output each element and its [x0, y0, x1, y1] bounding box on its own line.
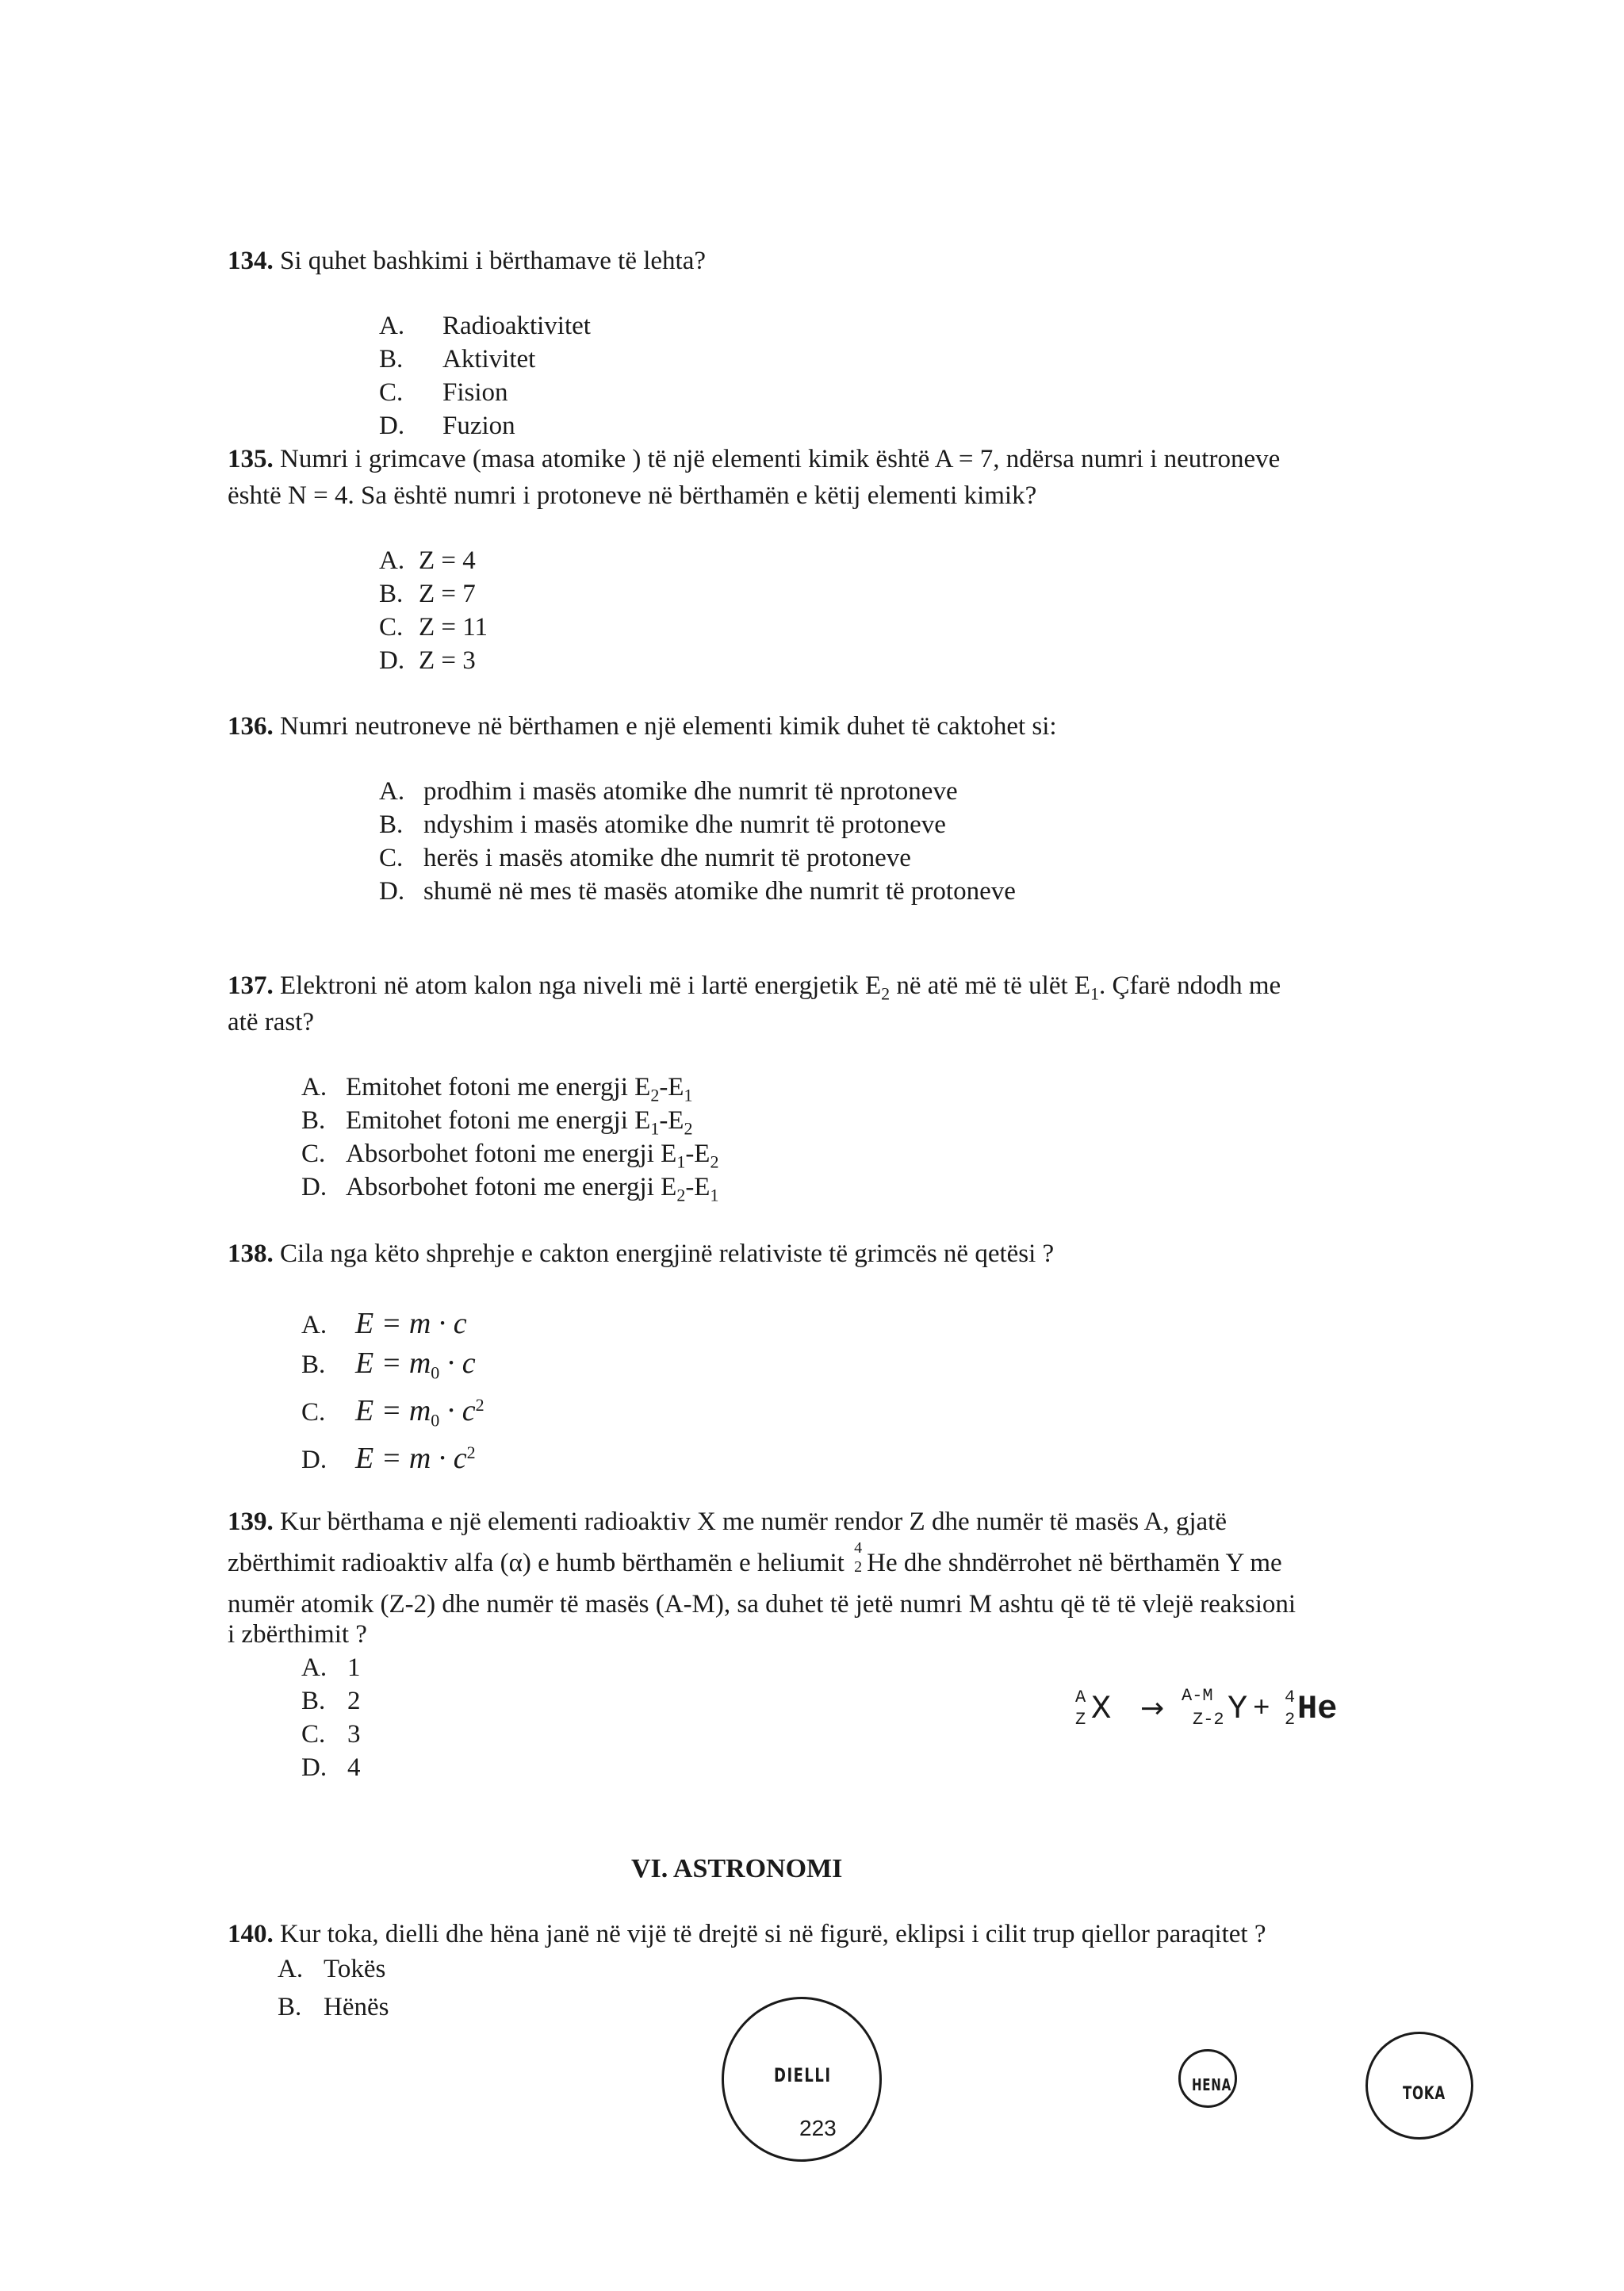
q136-text: Numri neutroneve në bërthamen e një elementi kimik duhet të caktohet si:: [280, 712, 1057, 741]
q137-option-d: D. Absorbohet fotoni me energji $E_2-E_1$: [301, 1173, 719, 1205]
q135-line1: Numri i grimcave (masa atomike ) të një elementi kimik është A = 7, ndërsa numri i neutroneve: [280, 445, 1281, 473]
q135-option-a: A. Z = 4: [379, 546, 476, 575]
q140-number: 140.: [228, 1920, 274, 1948]
q138-number: 138.: [228, 1239, 274, 1268]
q138-stem: [228, 1237, 1054, 1270]
q134-option-c: C. Fision: [379, 378, 508, 407]
q135-option-b: B. Z = 7: [379, 580, 476, 608]
q134-number: 134.: [228, 247, 274, 275]
q139-option-a: A. 1: [301, 1653, 361, 1682]
q139-option-b: B. 2: [301, 1687, 361, 1715]
q138-option-d: D. $E = m \cdot c^2$: [301, 1442, 476, 1475]
q140-text: Kur toka, dielli dhe hëna janë në vijë të drejtë si në figurë, eklipsi i cilit trup qiellor paraqitet ?: [280, 1920, 1266, 1948]
q138-text: Cila nga këto shprehje e cakton energjinë relativiste të grimcës në qetësi ?: [280, 1239, 1055, 1268]
q136-option-d: D. shumë në mes të masës atomike dhe numrit të protoneve: [379, 877, 1016, 906]
q135-number: 135.: [228, 445, 274, 473]
q140-option-a: A. Tokës: [278, 1955, 386, 1983]
q140-stem: [228, 1917, 1266, 1951]
q136-number: 136.: [228, 712, 274, 741]
moon-label: HENA: [1192, 2075, 1231, 2094]
q139-line4: i zbërthimit ?: [228, 1620, 367, 1649]
decay-reaction: A Z X → A-M Z-2 Y + 4 2 He: [1075, 1686, 1338, 1730]
page-number: 223: [799, 2116, 837, 2140]
q136-option-c: C. herës i masës atomike dhe numrit të protoneve: [379, 844, 911, 872]
earth-label: TOKA: [1403, 2084, 1446, 2104]
sun-label: DIELLI: [774, 2064, 832, 2086]
q135-option-d: D. Z = 3: [379, 646, 476, 675]
q139-stem: 139. Kur bërthama e një elementi radioaktiv X me numër rendor Z dhe numër të masës A, gjatë: [228, 1508, 1227, 1536]
q139-number: 139.: [228, 1508, 274, 1536]
section-heading: VI. ASTRONOMI: [631, 1854, 843, 1883]
q136-option-a: A. prodhim i masës atomike dhe numrit të nprotoneve: [379, 777, 958, 806]
q138-option-b: B. $E = m_0 \cdot c$: [301, 1347, 476, 1383]
q136-stem: [228, 710, 1057, 743]
q139-line2: zbërthimit radioaktiv alfa (α) e humb bërthamën e heliumit 4 2 He dhe shndërrohet në bërthamën Y me: [228, 1539, 1282, 1577]
q139-option-c: C. 3: [301, 1720, 361, 1749]
q136-option-b: B. ndyshim i masës atomike dhe numrit të protoneve: [379, 810, 946, 839]
q137-number: 137.: [228, 971, 274, 1000]
q137-option-b: B. Emitohet fotoni me energji $E_1-E_2$: [301, 1106, 693, 1139]
q134-option-a: A. Radioaktivitet: [379, 312, 591, 340]
q138-option-a: A. E = m · c: [301, 1307, 467, 1340]
q139-line3: numër atomik (Z-2) dhe numër të masës (A-M), sa duhet të jetë numri M ashtu që të të vlejë reaksioni: [228, 1590, 1297, 1619]
q137-option-a: A. Emitohet fotoni me energji $E_2-E_1$: [301, 1073, 693, 1105]
q135-stem: [228, 442, 1280, 476]
q137-stem: 137. Elektroni në atom kalon nga niveli më i lartë energjetik $E_2$ në atë më të ulët $E_1$. Çfarë ndodh me: [228, 971, 1281, 1004]
q137-line2: atë rast?: [228, 1008, 315, 1036]
q139-option-d: D. 4: [301, 1753, 361, 1782]
q134-option-d: D. Fuzion: [379, 412, 515, 440]
q140-option-b: B. Hënës: [278, 1993, 389, 2021]
q137-option-c: C. Absorbohet fotoni me energji $E_1-E_2$: [301, 1140, 719, 1172]
q134-stem: [228, 244, 706, 278]
q135-option-c: C. Z = 11: [379, 613, 488, 642]
q134-option-b: B. Aktivitet: [379, 345, 536, 374]
q134-text: Si quhet bashkimi i bërthamave të lehta?: [280, 247, 707, 275]
q135-line2: është N = 4. Sa është numri i protoneve në bërthamën e këtij elementi kimik?: [228, 481, 1037, 510]
q138-option-c: C. $E = m_0 \cdot c^2$: [301, 1394, 485, 1431]
